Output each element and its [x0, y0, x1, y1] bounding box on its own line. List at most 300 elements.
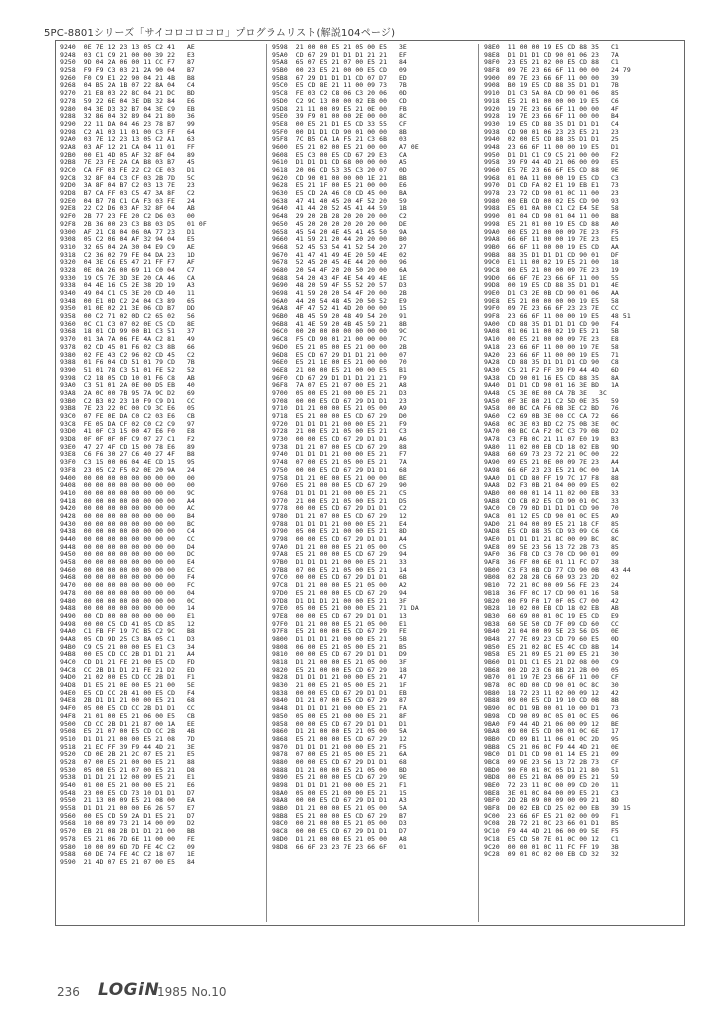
hex-dump-line: 9408 00 00 00 00 00 00 00 00 00	[60, 481, 195, 490]
hex-dump-line: 9B08 02 28 28 C6 60 93 23 2D 02	[484, 573, 619, 582]
hex-dump-line: 95A8 65 07 E5 21 07 00 E5 21 84	[272, 58, 407, 67]
hex-dump-line: 95F8 7C B5 CA 1A F5 21 C3 6B 03	[272, 135, 407, 144]
hex-dump-line: 9830 21 00 E5 21 05 00 E5 21 1F	[272, 681, 407, 690]
hex-dump-line: 93C8 FE 05 DA CF 02 C0 C2 C9 97	[60, 419, 195, 428]
hex-dump-line: 9A90 09 E5 21 0E 00 09 7E 23 A4	[484, 458, 619, 467]
hex-dump-line: 9870 D1 D1 D1 21 00 00 E5 21 F5	[272, 742, 407, 751]
hex-dump-line: 9BA0 F9 44 4D 21 06 00 09 12 BE	[484, 719, 619, 728]
hex-dump-line: 98D8 66 6F 23 23 7E 23 66 6F 01	[272, 842, 407, 851]
hex-dump-line: 9950 D1 D1 C1 C9 C5 21 00 00 F2	[484, 150, 619, 159]
hex-dump-line: 97E8 00 00 E5 CD 67 29 D1 D1 13	[272, 611, 407, 620]
hex-dump-line: 9960 E5 7E 23 66 6F E5 CD 88 9E	[484, 166, 619, 174]
hex-dump-line: 9858 00 00 E5 CD 67 29 D1 D1 D1	[272, 719, 407, 728]
hex-dump-line: 9300 AF 21 C8 04 06 0A 77 23 D1	[60, 227, 195, 236]
hex-dump-line: 9310 32 65 04 2A 30 04 E9 C9 AE	[60, 242, 195, 251]
hex-dump-line: 96C8 F5 CD 90 01 21 00 00 00 7C	[272, 335, 407, 344]
hex-dump-line: 9548 23 00 E5 CD 73 10 D1 D1 D7	[60, 788, 195, 797]
hex-dump-line: 97A0 D1 21 00 00 E5 21 05 00 C5	[272, 542, 407, 551]
hex-dump-line: 9508 E5 21 07 00 E5 CD CC 2B 4B	[60, 727, 195, 736]
hex-dump-line: 95D0 C2 9C 13 00 00 02 EB 00 CD	[272, 96, 407, 105]
hex-dump-line: 9650 45 20 20 20 20 20 20 00 DE	[272, 219, 407, 228]
hex-dump-line: 9A58 00 BC CA F6 0B 3E C2 BD 76	[484, 404, 619, 413]
hex-dump-line: 9740 D1 D1 D1 21 00 00 E5 21 F7	[272, 450, 407, 459]
hex-dump-line: 9600 E5 21 02 00 E5 21 00 00 A7 0E	[272, 142, 419, 151]
hex-dump-line: 9788 D1 D1 D1 21 00 00 E5 21 E4	[272, 519, 407, 528]
hex-dump-line: 93A0 C3 51 01 2A 0E 00 D5 EB 40	[60, 381, 195, 390]
hex-dump-line: 94C0 CD D1 21 FE 21 00 E5 CD FD	[60, 658, 195, 666]
hex-dump-line: 9320 04 3E C6 E5 47 21 FF F7 AF	[60, 258, 195, 267]
hex-dump-line: 9B58 E5 21 09 E5 21 09 E5 21 30	[484, 650, 619, 659]
hex-dump-line: 94B0 C9 C5 21 00 00 E5 E1 C3 34	[60, 642, 195, 651]
hex-dump-line: 9330 19 C5 7E 3D 3E 20 CA 46 CA	[60, 273, 195, 282]
hex-dump-line: 9A48 C5 3E 0E 00 CA 7B 3E 3C	[484, 388, 607, 397]
hex-dump-line: 9850 05 00 E5 21 00 00 E5 21 8F	[272, 711, 407, 720]
hex-dump-line: 9C18 E5 CD 50 7E 01 0C 00 12 C1	[484, 834, 619, 843]
hex-dump-line: 9AD0 21 04 00 09 E5 21 18 CF 85	[484, 519, 619, 528]
hex-dump-line: 98F8 09 7E 23 66 6F 11 00 00 24 79	[484, 66, 631, 75]
hex-dump-line: 9A00 CD 88 35 D1 D1 D1 CD 90 F4	[484, 319, 619, 328]
hex-dump-line: 9838 00 00 E5 CD 67 29 D1 D1 EB	[272, 688, 407, 697]
hex-dump-line: 9268 04 B5 2A 1B 07 22 8A 04 C4	[60, 81, 195, 90]
hex-dump-line: 9A78 C3 FB 0C 21 11 07 E0 19 B3	[484, 435, 619, 444]
hex-dump-line: 9A20 23 66 6F 11 00 00 19 E5 71	[484, 350, 619, 359]
hex-dump-line: 9C00 23 66 6F E5 21 02 00 09 F1	[484, 811, 619, 820]
hex-dump-line: 9B70 01 19 7E 23 66 6F 11 00 CF	[484, 673, 619, 682]
hex-dump-line: 96D8 E5 CD 67 29 D1 D1 21 00 07	[272, 350, 407, 359]
hex-dump-line: 92C0 CA FF 03 FE 22 C2 CE 03 D1	[60, 166, 195, 174]
hex-dump-line: 9AB8 CD CB 02 E5 CD 90 01 0C 33	[484, 496, 619, 505]
hex-dump-line: 9BC0 D1 D1 CD 90 01 14 E5 21 09	[484, 750, 619, 759]
hex-dump-line: 9450 00 00 00 00 00 00 00 00 DC	[60, 550, 195, 559]
hex-dump-line: 9868 E5 21 00 00 E5 CD 67 29 12	[272, 734, 407, 743]
hex-dump-line: 9648 29 20 2B 28 20 20 20 00 C2	[272, 212, 407, 221]
hex-dump-line: 96B0 4B 45 59 20 48 49 54 20 91	[272, 312, 407, 321]
hex-dump-line: 94F0 05 00 E5 CD CC 2B D1 D1 CC	[60, 704, 195, 713]
hex-dump-line: 9480 00 00 00 00 00 00 00 00 0C	[60, 596, 195, 605]
hex-dump-line: 9298 C2 A1 03 11 01 00 C3 FF 64	[60, 127, 195, 136]
hex-dump-line: 9670 41 47 41 49 4E 20 59 4E 02	[272, 250, 407, 259]
hex-dump-line: 98E0 11 00 00 19 E5 CD 88 35 C1	[484, 44, 619, 51]
hex-dump-line: 9988 E5 01 0A 00 C1 C2 E4 5E 58	[484, 204, 619, 213]
hex-dump-line: 9758 D1 21 0E 00 E5 21 00 00 BE	[272, 473, 407, 482]
hex-dump-line: 99F0 09 7E 23 66 6F 23 23 7E CC	[484, 304, 619, 313]
hex-dump-line: 93B0 C2 B3 02 23 10 F9 C9 D1 CC	[60, 396, 195, 405]
hex-dump-line: 99C8 00 E5 21 00 00 09 7E 23 19	[484, 265, 619, 274]
hex-dump-line: 98F0 23 E5 21 02 00 E5 CD 88 C1	[484, 58, 619, 67]
hex-dump-line: 9498 00 00 C5 CD 41 05 CD 85 12	[60, 619, 195, 628]
hex-dump-line: 9640 41 44 20 52 45 41 44 59 1B	[272, 204, 407, 213]
hex-dump-line: 9BD0 90 F0 01 0C 05 D1 21 80 51	[484, 765, 619, 774]
page-header: 5PC-8801シリーズ「サイコロコロコロ」プログラムリスト(解説104ページ)	[44, 28, 396, 39]
hex-dump-line: 9A10 00 E5 21 00 00 09 7E 23 E8	[484, 335, 619, 344]
hex-dump-line: 9768 D1 D1 D1 21 00 00 E5 21 C5	[272, 488, 407, 497]
hex-dump-line: 99D8 00 19 E5 CD 88 35 D1 D1 4E	[484, 281, 619, 290]
hex-dump-line: 9290 22 11 DA 04 46 23 78 B7 99	[60, 119, 195, 128]
hex-dump-line: 9A40 D1 D1 CD 90 01 16 3E BD 1A	[484, 381, 619, 390]
hex-dump-line: 9910 D1 C3 5A 0A CD 90 01 06 85	[484, 89, 619, 98]
hex-dump-line: 9678 52 45 20 45 4E 44 20 00 96	[272, 258, 407, 267]
hex-dump-line: 97B0 D1 D1 D1 21 00 00 E5 21 33	[272, 558, 407, 567]
hex-dump-line: 93A8 2A 0C 00 7B 95 7A 9C D2 69	[60, 388, 195, 397]
hex-dump-line: 9B60 D1 D1 C1 E5 21 D2 08 00 C9	[484, 658, 619, 666]
hex-dump-line: 96D0 E5 21 05 00 E5 21 00 00 2B	[272, 342, 407, 351]
hex-dump-line: 9680 20 54 4F 20 20 50 20 00 6A	[272, 265, 407, 274]
hex-dump-line: 9660 41 59 21 20 44 20 20 00 B0	[272, 235, 407, 244]
hex-dump-line: 9908 B0 19 E5 CD 88 35 D1 D1 7B	[484, 81, 619, 90]
hex-dump-line: 94D0 21 02 00 E5 CD CC 2B D1 F1	[60, 673, 195, 682]
hex-dump-line: 9288 32 86 04 32 89 04 21 80 36	[60, 112, 195, 121]
hex-dump-line: 9B78 0C 0D 00 CD 90 01 0C 8C 30	[484, 681, 619, 690]
hex-dump-line: 94E8 2B D1 D1 21 00 00 E5 21 68	[60, 696, 195, 705]
hex-dump-line: 9638 47 41 40 45 20 4F 52 20 59	[272, 196, 407, 205]
hex-dump-line: 9488 00 00 00 00 00 00 00 00 14	[60, 604, 195, 613]
hex-dump-line: 9778 00 00 E5 CD 67 29 D1 D1 C2	[272, 504, 407, 513]
hex-dump-line: 99D0 66 6F 7E 23 66 6F 11 00 55	[484, 273, 619, 282]
hex-dump-line: 9410 00 00 00 00 00 00 00 00 9C	[60, 488, 195, 497]
hex-dump-line: 95D8 21 11 00 09 E5 21 0E 00 FB	[272, 104, 407, 113]
hex-dump-line: 93F0 C3 15 00 06 04 4E CD 15 95	[60, 458, 195, 467]
hex-dump-line: 9998 E5 21 01 00 19 E5 CD 88 A0	[484, 219, 619, 228]
hex-dump-line: 9B48 27 7E 09 23 CD 79 60 E5 0D	[484, 634, 619, 643]
hex-dump-line: 9248 03 C1 C9 21 00 00 39 22 E3	[60, 50, 195, 59]
hex-dump-line: 9968 01 0A 11 00 00 19 E5 CD C3	[484, 173, 619, 182]
hex-dump-line: 9848 D1 D1 D1 21 00 00 E5 21 FA	[272, 704, 407, 713]
hex-dump-line: 9BC8 09 9E 23 56 13 72 2B 73 CF	[484, 757, 619, 766]
hex-dump-line: 94D8 D1 E5 21 0E 00 E5 21 00 5E	[60, 681, 195, 690]
hex-dump-line: 9970 D1 CD FA 02 E1 19 EB E1 73	[484, 181, 619, 190]
hex-dump-line: 9B40 21 04 00 09 5E 23 56 D5 0E	[484, 627, 619, 636]
hex-dump-line: 9448 00 00 00 00 00 00 00 00 D4	[60, 542, 195, 551]
hex-dump-line: 95C8 FE 03 C2 C8 06 C3 20 06 0D	[272, 89, 407, 98]
hex-dump-line: 9730 00 00 E5 CD 67 29 D1 D1 A6	[272, 435, 407, 444]
hex-dump-line: 9B88 09 00 E5 CD 19 10 CD 0B 8B	[484, 696, 619, 705]
column-separator	[478, 44, 479, 922]
hex-dump-line: 9BB8 C5 21 06 0C F9 44 4D 21 0E	[484, 742, 619, 751]
hex-dump-line: 9BA8 09 00 E5 CD 00 01 0C 6E 17	[484, 727, 619, 736]
hex-dump-line: 9B20 00 F9 F0 17 0F 05 C7 00 42	[484, 596, 619, 605]
hex-dump-line: 9AA0 D1 CD 80 FF 19 7C 17 F8 88	[484, 473, 619, 482]
hex-dump-line: 9A30 C5 21 F2 FF 39 F9 44 4D 6D	[484, 365, 619, 374]
hex-dump-line: 9388 01 F6 04 CD 51 01 79 CD 7B	[60, 358, 195, 367]
hex-dump-line: 9B50 E5 21 02 8C E5 4C CD 8B 14	[484, 642, 619, 651]
hex-dump-line: 9428 00 00 00 00 00 00 00 00 B4	[60, 511, 195, 520]
hex-dump-line: 9920 19 7E 23 66 6F 11 00 00 4F	[484, 104, 619, 113]
hex-dump-line: 97B8 07 00 E5 21 05 00 E5 21 14	[272, 565, 407, 574]
hex-dump-line: 9460 00 00 00 00 00 00 00 00 EC	[60, 565, 195, 574]
hex-dump-line: 99C0 E1 11 00 02 19 E5 21 00 18	[484, 258, 619, 267]
hex-dump-line: 9240 0E 7E 12 23 13 05 C2 41 AE	[60, 44, 195, 51]
hex-dump-line: 9260 F0 C9 E1 22 90 04 21 4B B8	[60, 73, 195, 82]
hex-dump-line: 97C8 D1 21 00 00 E5 21 05 00 A2	[272, 581, 407, 590]
hex-column-1	[60, 44, 260, 922]
hex-dump-line: 9878 07 00 E5 21 05 00 E5 21 6A	[272, 750, 407, 759]
hex-dump-line: 94E0 E5 CD CC 2B 41 00 E5 CD F4	[60, 688, 195, 697]
hex-dump-line: 9628 E5 21 1F 00 E5 21 00 00 E6	[272, 181, 407, 190]
hex-dump-line: 9698 41 59 20 20 54 4F 20 00 2B	[272, 289, 407, 297]
hex-dump-line: 9690 48 20 59 4F 55 52 20 57 D3	[272, 281, 407, 290]
hex-dump-line: 9BB0 CD 09 B1 11 06 01 0C 2D 95	[484, 734, 619, 743]
hex-dump-line: 9378 02 CD 45 01 F6 02 C3 8B 66	[60, 342, 195, 351]
hex-dump-line: 9748 07 00 E5 21 05 00 E5 21 7A	[272, 458, 407, 467]
hex-dump-line: 97F0 D1 21 00 00 E5 21 05 00 E1	[272, 619, 407, 628]
hex-dump-line: 9458 00 00 00 00 00 00 00 00 E4	[60, 558, 195, 567]
hex-dump-line: 9C10 F9 44 4D 21 06 00 09 5E F5	[484, 827, 619, 836]
hex-dump-line: 95E0 39 F9 01 00 00 2E 00 00 8C	[272, 112, 407, 121]
hex-dump-line: 96B8 41 4E 59 20 4B 45 59 21 8B	[272, 319, 407, 328]
hex-dump-line: 95B0 00 23 E5 21 00 00 E5 CD 09	[272, 66, 407, 75]
hex-dump-line: 9278 59 22 6E 04 3E DB 32 84 E6	[60, 96, 195, 105]
hex-dump-line: 9AC0 C0 79 0D D1 D1 D1 CD 90 70	[484, 504, 619, 513]
hex-dump-line: 99A0 00 E5 21 00 00 09 7E 23 F5	[484, 227, 619, 236]
hex-dump-line: 9770 21 00 E5 21 05 00 E5 21 D5	[272, 496, 407, 505]
hex-dump-line: 9980 00 EB CD 00 02 E5 CD 90 93	[484, 196, 619, 205]
hex-dump-line: 9A28 CD 88 35 D1 D1 D1 CD 90 C8	[484, 358, 619, 367]
hex-dump-line: 9790 05 00 E5 21 00 00 E5 21 8D	[272, 527, 407, 536]
hex-dump-line: 9918 E5 21 01 00 00 00 19 E5 C6	[484, 96, 619, 105]
hex-dump-line: 9A38 CD 90 01 16 E5 CD 88 35 8A	[484, 373, 619, 382]
hex-dump-line: 94A0 C1 FB FF 19 7C B5 C2 9C B8	[60, 627, 195, 636]
hex-dump-line: 9AD8 E5 CD 88 35 CD 93 09 C6 C6	[484, 527, 619, 536]
hex-dump-line: 9430 00 00 00 00 00 00 00 00 BC	[60, 519, 195, 528]
hex-dump-line: 94B8 00 E5 CD CC 2B D1 D1 21 A4	[60, 650, 195, 659]
hex-dump-line: 97A8 E5 21 00 00 E5 CD 67 29 94	[272, 550, 407, 559]
hex-dump-line: 9BE8 3E 01 0C 04 00 09 E5 21 C3	[484, 788, 619, 797]
hex-dump-line: 9400 00 00 00 00 00 00 00 00 00	[60, 473, 195, 482]
hex-dump-line: 98D0 D1 21 00 00 E5 21 05 00 A8	[272, 834, 407, 843]
hex-dump-line: 97F8 E5 21 00 00 E5 CD 67 29 FE	[272, 627, 407, 636]
hex-dump-line: 9958 39 F9 44 4D 21 06 00 09 E5	[484, 158, 619, 167]
hex-dump-line: 9360 0C C1 C3 07 02 0E C5 CD 8E	[60, 319, 195, 328]
column-separator	[266, 44, 267, 922]
hex-dump-line: 9598 21 00 00 E5 21 05 00 E5 3E	[272, 44, 407, 51]
hex-dump-line: 9550 21 13 00 09 E5 21 08 00 EA	[60, 796, 195, 805]
hex-dump-line: 9358 00 C2 71 02 0D C2 65 02 56	[60, 312, 195, 321]
hex-dump-line: 9990 01 04 CD 90 01 04 11 00 B8	[484, 212, 619, 221]
hex-dump-line: 9808 06 00 E5 21 05 00 E5 21 B5	[272, 642, 407, 651]
hex-dump-line: 9438 00 00 00 00 00 00 00 00 C4	[60, 527, 195, 536]
hex-dump-line: 9308 05 C2 06 04 AF 32 94 04 E5	[60, 235, 195, 244]
hex-dump-line: 9570 EB 21 08 2B D1 D1 21 00 BB	[60, 827, 195, 836]
issue-label: 1985 No.10	[157, 985, 227, 999]
hex-dump-line: 9890 E5 21 00 00 E5 CD 67 29 9E	[272, 773, 407, 782]
hex-dump-line: 9370 01 3A 7A 06 FE 4A C2 81 49	[60, 335, 195, 344]
hex-dump-line: 98C8 00 00 E5 CD 67 29 D1 D1 D7	[272, 827, 407, 836]
hex-dump-line: 9750 00 00 E5 CD 67 29 D1 D1 68	[272, 465, 407, 474]
hex-dump-line: 96A8 4F 47 52 41 4D 20 00 00 15	[272, 304, 407, 313]
hex-dump-line: 9540 01 00 E5 21 00 00 E5 21 E6	[60, 781, 195, 789]
hex-dump-line: 9B18 36 FF 0C 17 CD 90 01 16 58	[484, 588, 619, 597]
hex-dump-line: 9738 D1 21 07 00 E5 CD 67 29 88	[272, 442, 407, 451]
hex-dump-line: 9618 20 06 CD 53 35 C3 20 07 0D	[272, 166, 407, 174]
hex-dump-line: 92F0 2B 77 23 FE 20 C2 D6 03 00	[60, 212, 195, 221]
hex-dump-line: 98B0 D1 21 00 00 E5 21 05 00 5A	[272, 804, 407, 813]
hex-dump-line: 9258 F9 F9 C3 03 21 2A 90 04 B7	[60, 66, 195, 75]
hex-dump-line: 9398 C2 18 05 CD 10 01 F6 C8 AB	[60, 373, 195, 382]
hex-dump-line: 9560 00 E5 CD 59 2A D1 E5 21 D7	[60, 811, 195, 820]
hex-dump-line: 9468 00 00 00 00 00 00 00 00 F4	[60, 573, 195, 582]
hex-dump-line: 94A8 05 CD 9D 25 C3 8A 05 C1 D3	[60, 634, 195, 643]
hex-dump-line: 9928 19 7E 23 66 6F 11 00 00 B4	[484, 112, 619, 121]
hex-dump-line: 95C0 E5 CD 8E 21 11 00 09 73 7B	[272, 81, 407, 90]
hex-dump-line: 9A50 0F 3E 80 21 C2 5D 0E 35 59	[484, 396, 619, 405]
hex-dump-line: 95A0 CD 67 29 D1 D1 D1 21 21 EF	[272, 50, 407, 59]
hex-dump-line: 93E8 C6 F6 30 27 C6 40 27 4F B8	[60, 450, 195, 459]
hex-dump-line: 9AF0 36 F8 CD C3 70 CD 90 01 09	[484, 550, 619, 559]
hex-dump-line: 9318 C2 36 02 79 FE 04 DA 23 1D	[60, 250, 195, 259]
hex-dump-line: 9390 51 01 78 C3 51 01 FE 52 52	[60, 365, 195, 374]
hex-dump-line: 9610 D1 D1 D1 CD 68 00 00 00 A5	[272, 158, 407, 167]
hex-dump-line: 9510 D1 D1 21 00 00 E5 21 08 7D	[60, 734, 195, 743]
page-number: 236	[57, 985, 80, 999]
hex-dump-line: 9978 23 72 CD 90 01 0C 11 00 23	[484, 189, 619, 198]
hex-dump-line: 92A8 03 AF 12 21 CA 04 11 01 FF	[60, 142, 195, 151]
hex-dump-line: 92A0 03 7E 12 23 13 05 C2 A1 63	[60, 135, 195, 144]
hex-dump-line: 9760 E5 21 00 00 E5 CD 67 29 90	[272, 481, 407, 490]
hex-dump-line: 97D8 D1 D1 D1 21 00 00 E5 21 3F	[272, 596, 407, 605]
hex-dump-line: 9530 05 00 E5 21 07 00 E5 21 D8	[60, 765, 195, 774]
hex-dump-line: 93B8 7E 23 22 0C 00 C9 3C E6 05	[60, 404, 195, 413]
hex-dump-line: 9898 D1 D1 D1 21 00 00 E5 21 F1	[272, 781, 407, 789]
hex-dump-line: 9338 04 4E 16 C5 2E 38 2D 19 A3	[60, 281, 195, 290]
hex-dump-line: 9328 0E 0A 26 00 69 11 C0 04 C7	[60, 265, 195, 274]
hex-dump-line: 95E8 00 E5 21 D1 E5 CD 33 55 CF	[272, 119, 407, 128]
hex-dump-line: 9710 D1 21 00 00 E5 21 05 00 A9	[272, 404, 407, 413]
hex-dump-line: 9AA8 D2 F3 0B 21 04 00 09 E5 02	[484, 481, 619, 490]
hex-dump-line: 95B8 67 29 D1 D1 D1 CD 07 D7 ED	[272, 73, 407, 82]
hex-dump-line: 99B0 66 6F 11 00 00 19 E5 CD AA	[484, 242, 619, 251]
hex-dump-line: 9B10 72 21 0C 00 09 56 FE 23 24	[484, 581, 619, 590]
hex-dump-line: 94C8 CC 2B D1 D1 21 FE 21 D2 ED	[60, 665, 195, 674]
hex-dump-line: 9658 45 54 20 4E 45 41 45 50 9A	[272, 227, 407, 236]
hex-dump-line: 9270 21 E8 03 22 8C 04 21 DC BD	[60, 89, 195, 98]
hex-dump-line: 9938 CD 90 01 06 23 23 E5 21 23	[484, 127, 619, 136]
hex-dump-line: 92B0 00 E1 4D 05 AF 32 8F 04 89	[60, 150, 195, 159]
hex-dump-line: 94F8 21 01 00 E5 21 06 00 E5 CB	[60, 711, 195, 720]
hex-dump-line: 9348 00 E1 0D C2 24 04 C3 89 65	[60, 296, 195, 305]
hex-dump-line: 9B90 0C D1 9B 00 01 10 00 D1 73	[484, 704, 619, 713]
hex-dump-line: 98A8 00 00 E5 CD 67 29 D1 D1 A3	[272, 796, 407, 805]
hex-dump-line: 93C0 07 FE 0E DA C0 C2 03 E6 CB	[60, 412, 195, 420]
hex-dump-line: 9A80 11 02 00 EB CD 18 02 EB 9D	[484, 442, 619, 451]
hex-dump-line: 96F8 7A 07 E5 21 07 00 E5 21 A8	[272, 381, 407, 390]
hex-dump-line: 9250 9D 04 2A 06 00 11 CC F7 87	[60, 58, 195, 67]
hex-dump-line: 99A8 66 6F 11 00 00 19 7E 23 E5	[484, 235, 619, 244]
hex-dump-line: 9630 E5 CD 2A 46 C0 CD 45 00 BA	[272, 189, 407, 198]
hex-dump-line: 9860 D1 21 00 00 E5 21 05 00 5A	[272, 727, 407, 736]
hex-dump-line: 98C0 00 21 00 00 E5 21 05 00 D3	[272, 819, 407, 828]
hex-dump-line: 96A0 44 20 54 48 45 20 50 52 E9	[272, 296, 407, 305]
hex-dump-line: 98E8 D1 D1 D1 CD 90 01 06 23 7A	[484, 50, 619, 59]
hex-dump-line: 9608 E5 C3 00 E5 CD 67 29 E3 CA	[272, 150, 407, 159]
hex-dump-line: 9558 D1 D1 21 00 00 E6 26 57 E7	[60, 804, 195, 813]
hex-dump-line: 9B00 C3 F3 0B CD 77 CD 90 0B 43 44	[484, 565, 631, 574]
hex-dump-line: 9AE8 09 5E 23 56 13 72 2B 73 85	[484, 542, 619, 551]
hex-dump-line: 9840 D1 21 07 00 E5 CD 67 29 87	[272, 696, 407, 705]
hex-dump-line: 9440 00 00 00 00 00 00 00 00 CC	[60, 535, 195, 543]
hex-dump-line: 96E8 21 00 00 E5 21 00 00 E5 B1	[272, 365, 407, 374]
hex-dump-line: 9490 00 CD 00 00 00 00 00 00 E1	[60, 611, 195, 620]
hex-dump-line: 9688 54 20 43 4F 4E 54 49 4E 1E	[272, 273, 407, 282]
hex-dump-line: 9590 21 4D 07 E5 21 07 00 E5 84	[60, 857, 195, 866]
hex-dump-line: 9720 D1 D1 D1 21 00 00 E5 21 F9	[272, 419, 407, 428]
hex-dump-line: 9568 10 00 09 73 21 14 00 09 D2	[60, 819, 195, 828]
hex-dump-line: 9470 00 00 00 00 00 00 00 00 FC	[60, 581, 195, 590]
hex-column-2	[272, 44, 472, 922]
hex-dump-line: 9520 CD 0E 2B 21 2C 07 E5 21 E5	[60, 750, 195, 759]
hex-dump-line: 9500 CD CC 2B D1 21 87 00 1A EE	[60, 719, 195, 728]
hex-dump-line: 9B68 00 2D 23 C6 8B 21 2B 00 05	[484, 665, 619, 674]
hex-dump-line: 9BD8 00 E5 21 0A 00 09 E5 21 59	[484, 773, 619, 782]
hex-dump-line: 9948 23 66 6F 11 00 00 19 E5 D1	[484, 142, 619, 151]
hex-dump-line: 93D8 0F 0F 0F 0F C9 07 27 C1 F2	[60, 435, 195, 444]
hex-dump-line: 9588 60 DE 74 FE 4C C2 18 07 1E	[60, 850, 195, 859]
hex-dump-line: 9BF0 2D 2B 09 00 09 00 09 21 8D	[484, 796, 619, 805]
hex-dump-line: 9340 49 04 C1 C5 3E 20 CD 40 11	[60, 289, 195, 297]
hex-dump-line: 92B8 7E 23 FE 2A CA B8 03 B7 45	[60, 158, 195, 167]
hex-dump-line: 9368 18 01 CD 99 00 B1 C3 51 37	[60, 327, 195, 336]
hex-dump-line: 9420 00 00 00 00 00 00 00 00 AC	[60, 504, 195, 513]
hex-dump-line: 92C8 32 8F 04 C3 CF 03 2B 7D 5C	[60, 173, 195, 182]
hex-dump-line: 9718 E5 21 00 00 E5 CD 67 29 D0	[272, 412, 407, 420]
hex-dump-line: 9578 E5 21 06 7D 6E 11 00 00 FE	[60, 834, 195, 843]
hex-dump-line: 99E0 D1 C3 2E 0B CD 90 01 06 AA	[484, 289, 619, 297]
hex-dump-line: 9888 D1 21 00 00 E5 21 05 00 BD	[272, 765, 407, 774]
hex-dump-line: 9810 00 00 E5 CD 67 29 D1 D1 D9	[272, 650, 407, 659]
hex-dump-line: 9A68 0C 3E 03 BD C2 75 0B 3E 0C	[484, 419, 619, 428]
hex-dump-line: 9900 09 7E 23 66 6F 11 00 00 39	[484, 73, 619, 82]
hex-dump-line: 9A98 66 6F 23 23 E5 21 0C 00 1A	[484, 465, 619, 474]
hex-dump-line: 9800 D1 D1 D1 21 00 00 E5 21 5B	[272, 634, 407, 643]
hex-dump-line: 9280 04 3E D3 32 B7 04 3E C9 EB	[60, 104, 195, 113]
hex-dump-line: 95F0 00 D1 D1 CD 90 01 00 00 8B	[272, 127, 407, 136]
hex-dump-line: 9818 D1 21 00 00 E5 21 05 00 3F	[272, 658, 407, 666]
hex-dump-line: 96C0 00 20 00 00 00 00 00 00 9C	[272, 327, 407, 336]
hex-dump-line: 9780 D1 21 07 00 E5 CD 67 29 12	[272, 511, 407, 520]
hex-dump-line: 97D0 E5 21 00 00 E5 CD 67 29 94	[272, 588, 407, 597]
hex-dump-line: 9418 00 00 00 00 00 00 00 00 A4	[60, 496, 195, 505]
hex-dump-line: 93F8 23 05 C2 F5 02 0E 20 9A 24	[60, 465, 195, 474]
hex-dump-line: 9A60 C2 69 0B 3E 00 CC CA 72 66	[484, 412, 619, 420]
hex-dump-line: 9528 07 00 E5 21 00 00 E5 21 88	[60, 757, 195, 766]
hex-dump-line: 9580 10 00 09 6D 7D FE 4C C2 09	[60, 842, 195, 851]
hex-column-3	[484, 44, 684, 922]
hex-dump-line: 9BE0 72 23 11 0C 00 09 CD 20 11	[484, 781, 619, 789]
hex-dump-line: 99E8 E5 21 00 00 00 00 19 E5 58	[484, 296, 619, 305]
hex-dump-line: 9798 00 00 E5 CD 67 29 D1 D1 A4	[272, 535, 407, 543]
hex-dump-line: 9478 00 00 00 00 00 00 00 00 04	[60, 588, 195, 597]
hex-dump-line: 9AE0 D1 D1 D1 21 8C 00 09 BC 8C	[484, 535, 619, 543]
hex-dump-line: 9B98 CD 90 09 0C 05 01 0C E5 06	[484, 711, 619, 720]
hex-dump-line: 9B80 18 72 23 11 02 00 09 12 42	[484, 688, 619, 697]
hex-dump-line: 9700 05 00 E5 21 00 00 E5 21 D3	[272, 388, 407, 397]
hex-dump-line: 9AB0 00 00 01 14 11 02 00 EB 33	[484, 488, 619, 497]
hex-dump-line: 9C08 2B 72 21 0C 23 66 01 D1 B5	[484, 819, 619, 828]
hex-dump-line: 93D0 41 0F C3 15 00 47 E6 F0 E8	[60, 427, 195, 436]
hex-dump-line: 9930 19 E5 CD 88 35 D1 D1 D1 C4	[484, 119, 619, 128]
hex-dump-line: 92E8 22 C2 D6 03 AF 32 8F 04 AB	[60, 204, 195, 213]
hex-dump-line: 9B38 60 5E 50 CD 7F 09 CD 60 CC	[484, 619, 619, 628]
hex-dump-line: 92D8 B7 CA FF 03 C5 47 3A 8F C2	[60, 189, 195, 198]
hex-dump-line: 9350 01 0E 02 21 3E 06 CD B7 DD	[60, 304, 195, 313]
hex-dump-line: 97E0 05 00 E5 21 00 00 E5 21 71 DA	[272, 604, 419, 613]
hex-dump-line: 92F8 2B 36 00 23 C3 B8 03 D5 01 0F	[60, 219, 207, 228]
hex-dump-line: 92E0 04 B7 78 C1 CA F3 03 FE 24	[60, 196, 195, 205]
hex-dump-line: 9538 D1 D1 21 12 00 09 E5 21 E1	[60, 773, 195, 782]
hex-dump-line: 9B28 10 02 00 EB CD 18 02 EB AB	[484, 604, 619, 613]
hex-dump-line: 9518 21 EC FF 39 F9 44 4D 21 3E	[60, 742, 195, 751]
magazine-logo: LOGiN	[98, 980, 160, 1000]
hex-dump-line: 9C28 09 01 0C 02 00 EB CD 32 32	[484, 850, 619, 859]
